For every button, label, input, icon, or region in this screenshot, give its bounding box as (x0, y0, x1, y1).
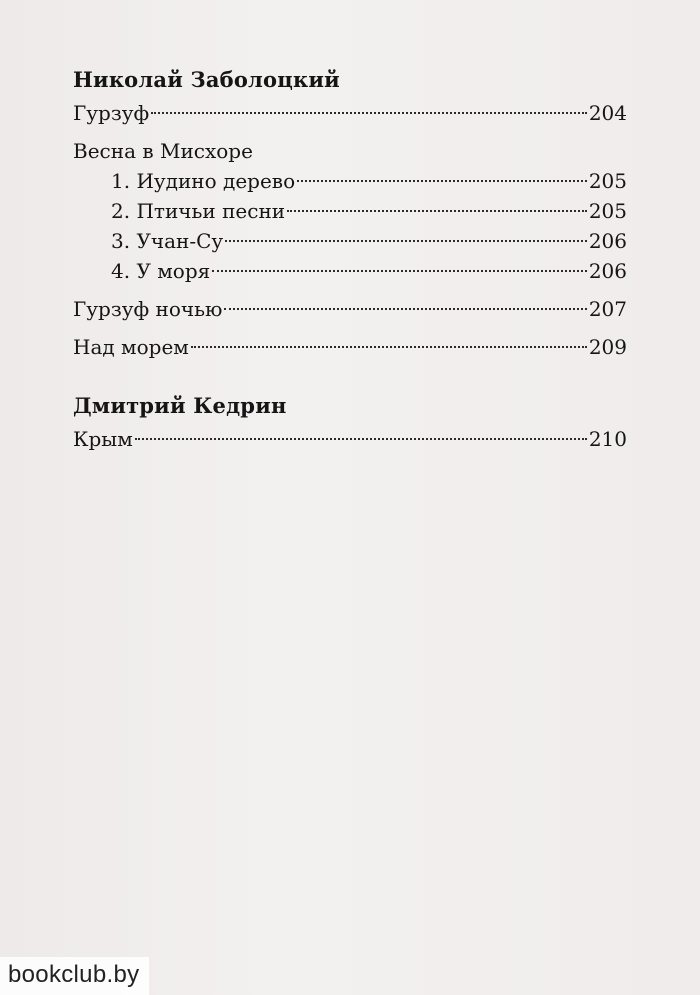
toc-entry (73, 332, 627, 362)
toc-entry (73, 424, 627, 454)
toc-entry-page: 210 (588, 427, 627, 451)
toc-entry-page: 206 (588, 229, 627, 253)
toc-entry-title: Крым (73, 427, 133, 451)
toc-entry (73, 256, 627, 286)
dot-leader (297, 180, 587, 182)
toc-entry-title: Гурзуф ночью (73, 297, 223, 321)
dot-leader (287, 210, 587, 212)
toc-entry (73, 98, 627, 128)
toc-entry-title: 2. Птичьи песни (111, 199, 286, 223)
dot-leader (191, 346, 587, 348)
toc-entry-title: 3. Учан-Су (111, 229, 224, 253)
toc-entry-page: 205 (588, 199, 627, 223)
dot-leader (212, 270, 587, 272)
toc-entry (73, 294, 627, 324)
toc-entry-page: 206 (588, 259, 627, 283)
dot-leader (225, 240, 587, 242)
table-of-contents (73, 62, 627, 454)
toc-entry (73, 166, 627, 196)
toc-entry-title: 1. Иудино дерево (111, 169, 296, 193)
author-heading: Дмитрий Кедрин (73, 393, 287, 418)
dot-leader (224, 308, 586, 310)
cycle-heading: Весна в Мисхоре (73, 139, 253, 163)
toc-entry-page: 205 (588, 169, 627, 193)
toc-entry-page: 207 (588, 297, 627, 321)
dot-leader (151, 112, 587, 114)
toc-entry-title: Гурзуф (73, 101, 150, 125)
toc-entry (73, 226, 627, 256)
watermark-logo: bookclub.by (0, 957, 149, 995)
toc-entry-page: 204 (588, 101, 627, 125)
toc-entry-title: 4. У моря (111, 259, 211, 283)
toc-entry-page: 209 (588, 335, 627, 359)
author-heading: Николай Заболоцкий (73, 67, 340, 92)
dot-leader (135, 438, 587, 440)
toc-entry (73, 196, 627, 226)
toc-entry-title: Над морем (73, 335, 189, 359)
